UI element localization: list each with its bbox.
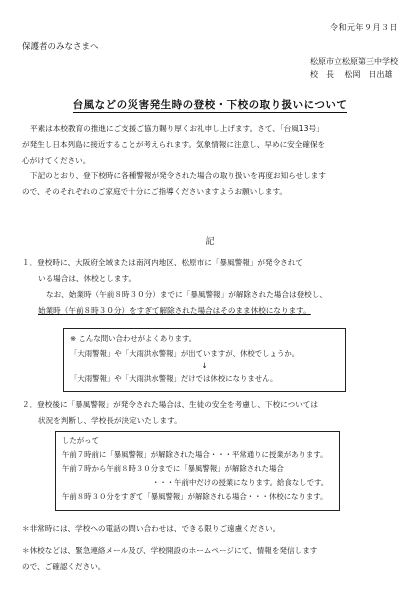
faq-box — [63, 328, 346, 392]
schedule-line: 午前７時前に「暴風警報」が解除された場合・・・平常通りに授業があります。 — [62, 450, 328, 459]
footnote-1: ＊非常時には、学校への電話の問い合わせは、できる限りご遠慮ください。 — [22, 524, 281, 533]
faq-line: ※ こんな問い合わせがよくあります。 — [70, 334, 197, 343]
schedule-line: したがって — [62, 436, 99, 445]
intro-line: が発生し日本列島に接近することが考えられます。気象情報に注意し、早めに安全確保を — [22, 140, 326, 149]
schedule-line: ・・・午前中だけの授業になります。給食なしです。 — [152, 478, 329, 487]
item-1-line: なお、始業時（午前８時３０分）までに「暴風警報」が解除された場合は登校し、 — [46, 290, 327, 299]
item-1 — [22, 255, 398, 319]
item-2-line: ２．登校後に「暴風警報」が発令された場合は、生徒の安全を考慮し、下校については — [22, 400, 318, 409]
footnote-2-line: ＊休校などは、緊急連絡メール及び、学校開設のホームページにて、情報を発信します — [22, 546, 318, 555]
faq-line: 「大雨警報」や「大雨洪水警報」が出ていますが、休校でしょうか。 — [70, 349, 300, 358]
intro-line: ので、そのそれぞれのご家庭で十分にご指導くださいますようお願いします。 — [22, 187, 288, 196]
document-title — [0, 97, 420, 112]
sender-block — [310, 55, 398, 81]
intro-paragraph-2 — [22, 168, 398, 200]
item-1-line: いる場合は、休校とします。 — [38, 274, 137, 283]
item-2-line: 状況を判断し、学校長が決定いたします。 — [38, 416, 182, 425]
schedule-line: 午前７時から午前８時３０分までに「暴風警報」が解除された場合 — [62, 464, 284, 473]
issue-date: 令和元年９月３日 — [330, 23, 398, 32]
faq-line: 「大雨警報」や「大雨洪水警報」だけでは休校になりません。 — [70, 374, 278, 383]
document-title-text: 台風などの災害発生時の登校・下校の取り扱いについて — [72, 99, 348, 111]
schedule-line: 午前８時３０分をすぎて「暴風警報」が解除される場合・・・休校になります。 — [62, 492, 328, 501]
schedule-box — [55, 431, 340, 511]
addressee: 保護者のみなさまへ — [22, 42, 99, 52]
item-2 — [22, 397, 398, 429]
intro-paragraph-1 — [22, 121, 398, 169]
footnote-2 — [22, 543, 398, 575]
principal-line — [310, 68, 398, 81]
intro-line: 下記のとおり、登下校時に各種警報が発令された場合の取り扱いを再度お知らせします — [30, 171, 326, 180]
principal-name: 松岡 日出雄 — [344, 70, 393, 79]
principal-title: 校 長 — [310, 70, 334, 79]
item-1-line: １．登校時に、大阪府全域または南河内地区、松原市に「暴風警報」が発令されて — [22, 258, 303, 267]
down-arrow-icon: ↓ — [201, 361, 208, 370]
intro-line: 平素は本校教育の推進にご支援ご協力賜り厚くお礼申し上げます。さて、「台風13号」 — [30, 124, 324, 133]
footnote-2-line: ので、ご確認ください。 — [22, 562, 106, 571]
intro-line: 心がけてください。 — [22, 156, 91, 165]
ki-heading: 記 — [205, 237, 215, 247]
school-name: 松原市立松原第三中学校 — [310, 57, 398, 66]
item-1-line: 始業時（午前８時３０分）をすぎて解除された場合はそのまま休校になります。 — [38, 306, 311, 315]
